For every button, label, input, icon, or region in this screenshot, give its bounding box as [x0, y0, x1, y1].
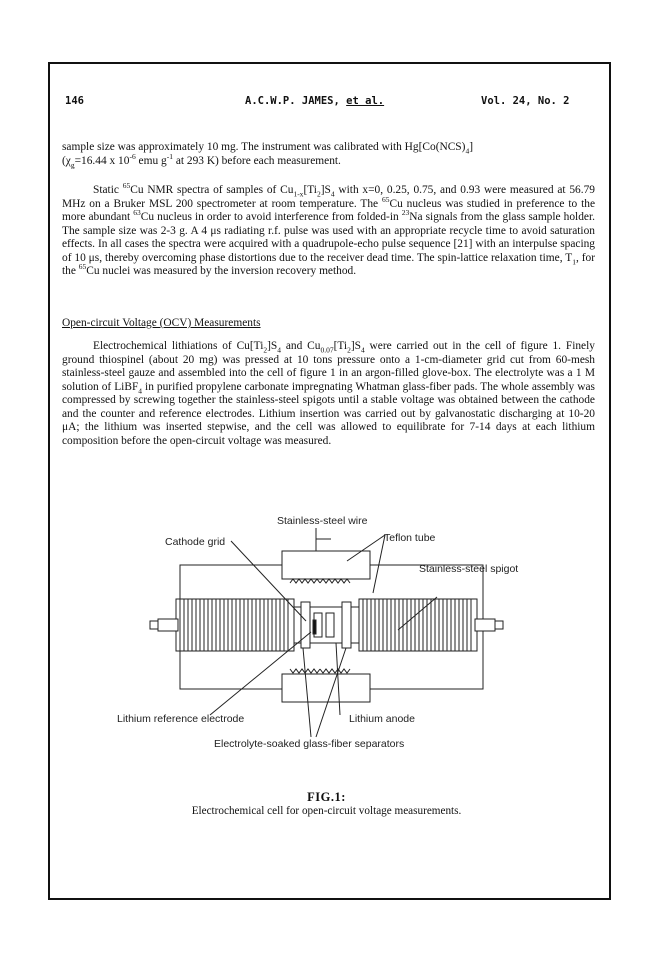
label-anode: Lithium anode — [349, 713, 415, 725]
paragraph-calibration: sample size was approximately 10 mg. The instrument was calibrated with $Hg[Co(NCS)_4]$ ($\chi_g=16.44$ x $10^{-6}$ emu $g^{-1}$ at 293 K) before each measurement. — [62, 141, 473, 169]
paragraph-nmr: Static $^{65}$Cu NMR spectra of samples of $Cu_{1-x}[Ti_2]S_4$ with x=0, 0.25, 0.75, and 0.93 were measured at 56.79 MHz on a Bruker MSL 200 spectrometer at room temperature. The $^{65}$Cu nucleus was studied in preference to the more abundant $^{63}$Cu nucleus in order to avoid interference from folded-in $^{23}$Na signals from the glass sample holder. The sample size was 2-3 g. A 4 μs radiating r.f. pulse was used with an appropriate recycle time to avoid saturation effects. In all cases the spectra were acquired with a quadrupole-echo pulse sequence [21] with an interpulse spacing of 10 μs, thereby overcoming phase distortions due to the receiver dead time. The spin-lattice relaxation time, $T_1$, for the $^{65}$Cu nuclei was measured by the inversion recovery method. — [62, 181, 595, 277]
label-spigot: Stainless-steel spigot — [419, 563, 519, 575]
running-header — [0, 95, 653, 111]
authors: A.C.W.P. JAMES, et al. — [245, 95, 385, 107]
label-separators: Electrolyte-soaked glass-fiber separators — [214, 738, 405, 750]
figure-caption-title: FIG.1: — [307, 790, 346, 804]
label-cathode: Cathode grid — [165, 536, 226, 548]
volume-info: Vol. 24, No. 2 — [481, 95, 570, 107]
label-teflon: Teflon tube — [384, 532, 436, 544]
paragraph-ocv: Electrochemical lithiations of $Cu[Ti_2]S_4$ and $Cu_{0.07}[Ti_2]S_4$ were carried out in the cell of figure 1. Finely ground thiospinel (about 20 mg) was pressed at 10 tons pressure onto a 1-cm-diameter grid cut from 60-mesh stainless-steel gauze and assembled into the cell of figure 1 in an argon-filled glove-box. The electrolyte was a 1 M solution of LiBF$_4$ in purified propylene carbonate impregnating Whatman glass-fiber pads. The whole assembly was compressed by screwing together the stainless-steel spigots until a stable voltage was obtained between the cathode and the counter and reference electrodes. Lithium insertion was carried out by galvanostatic discharging at 10-20 μA; the lithium was inserted stepwise, and the cell was allowed to equilibrate for 7-14 days at each lithium composition before the open-circuit voltage was measured. — [62, 340, 595, 447]
label-wire: Stainless-steel wire — [277, 515, 368, 527]
page-number: 146 — [65, 95, 84, 107]
label-reference: Lithium reference electrode — [117, 713, 245, 725]
section-title: Open-circuit Voltage (OCV) Measurements — [62, 317, 261, 329]
figure-caption-text: Electrochemical cell for open-circuit voltage measurements. — [191, 805, 462, 817]
